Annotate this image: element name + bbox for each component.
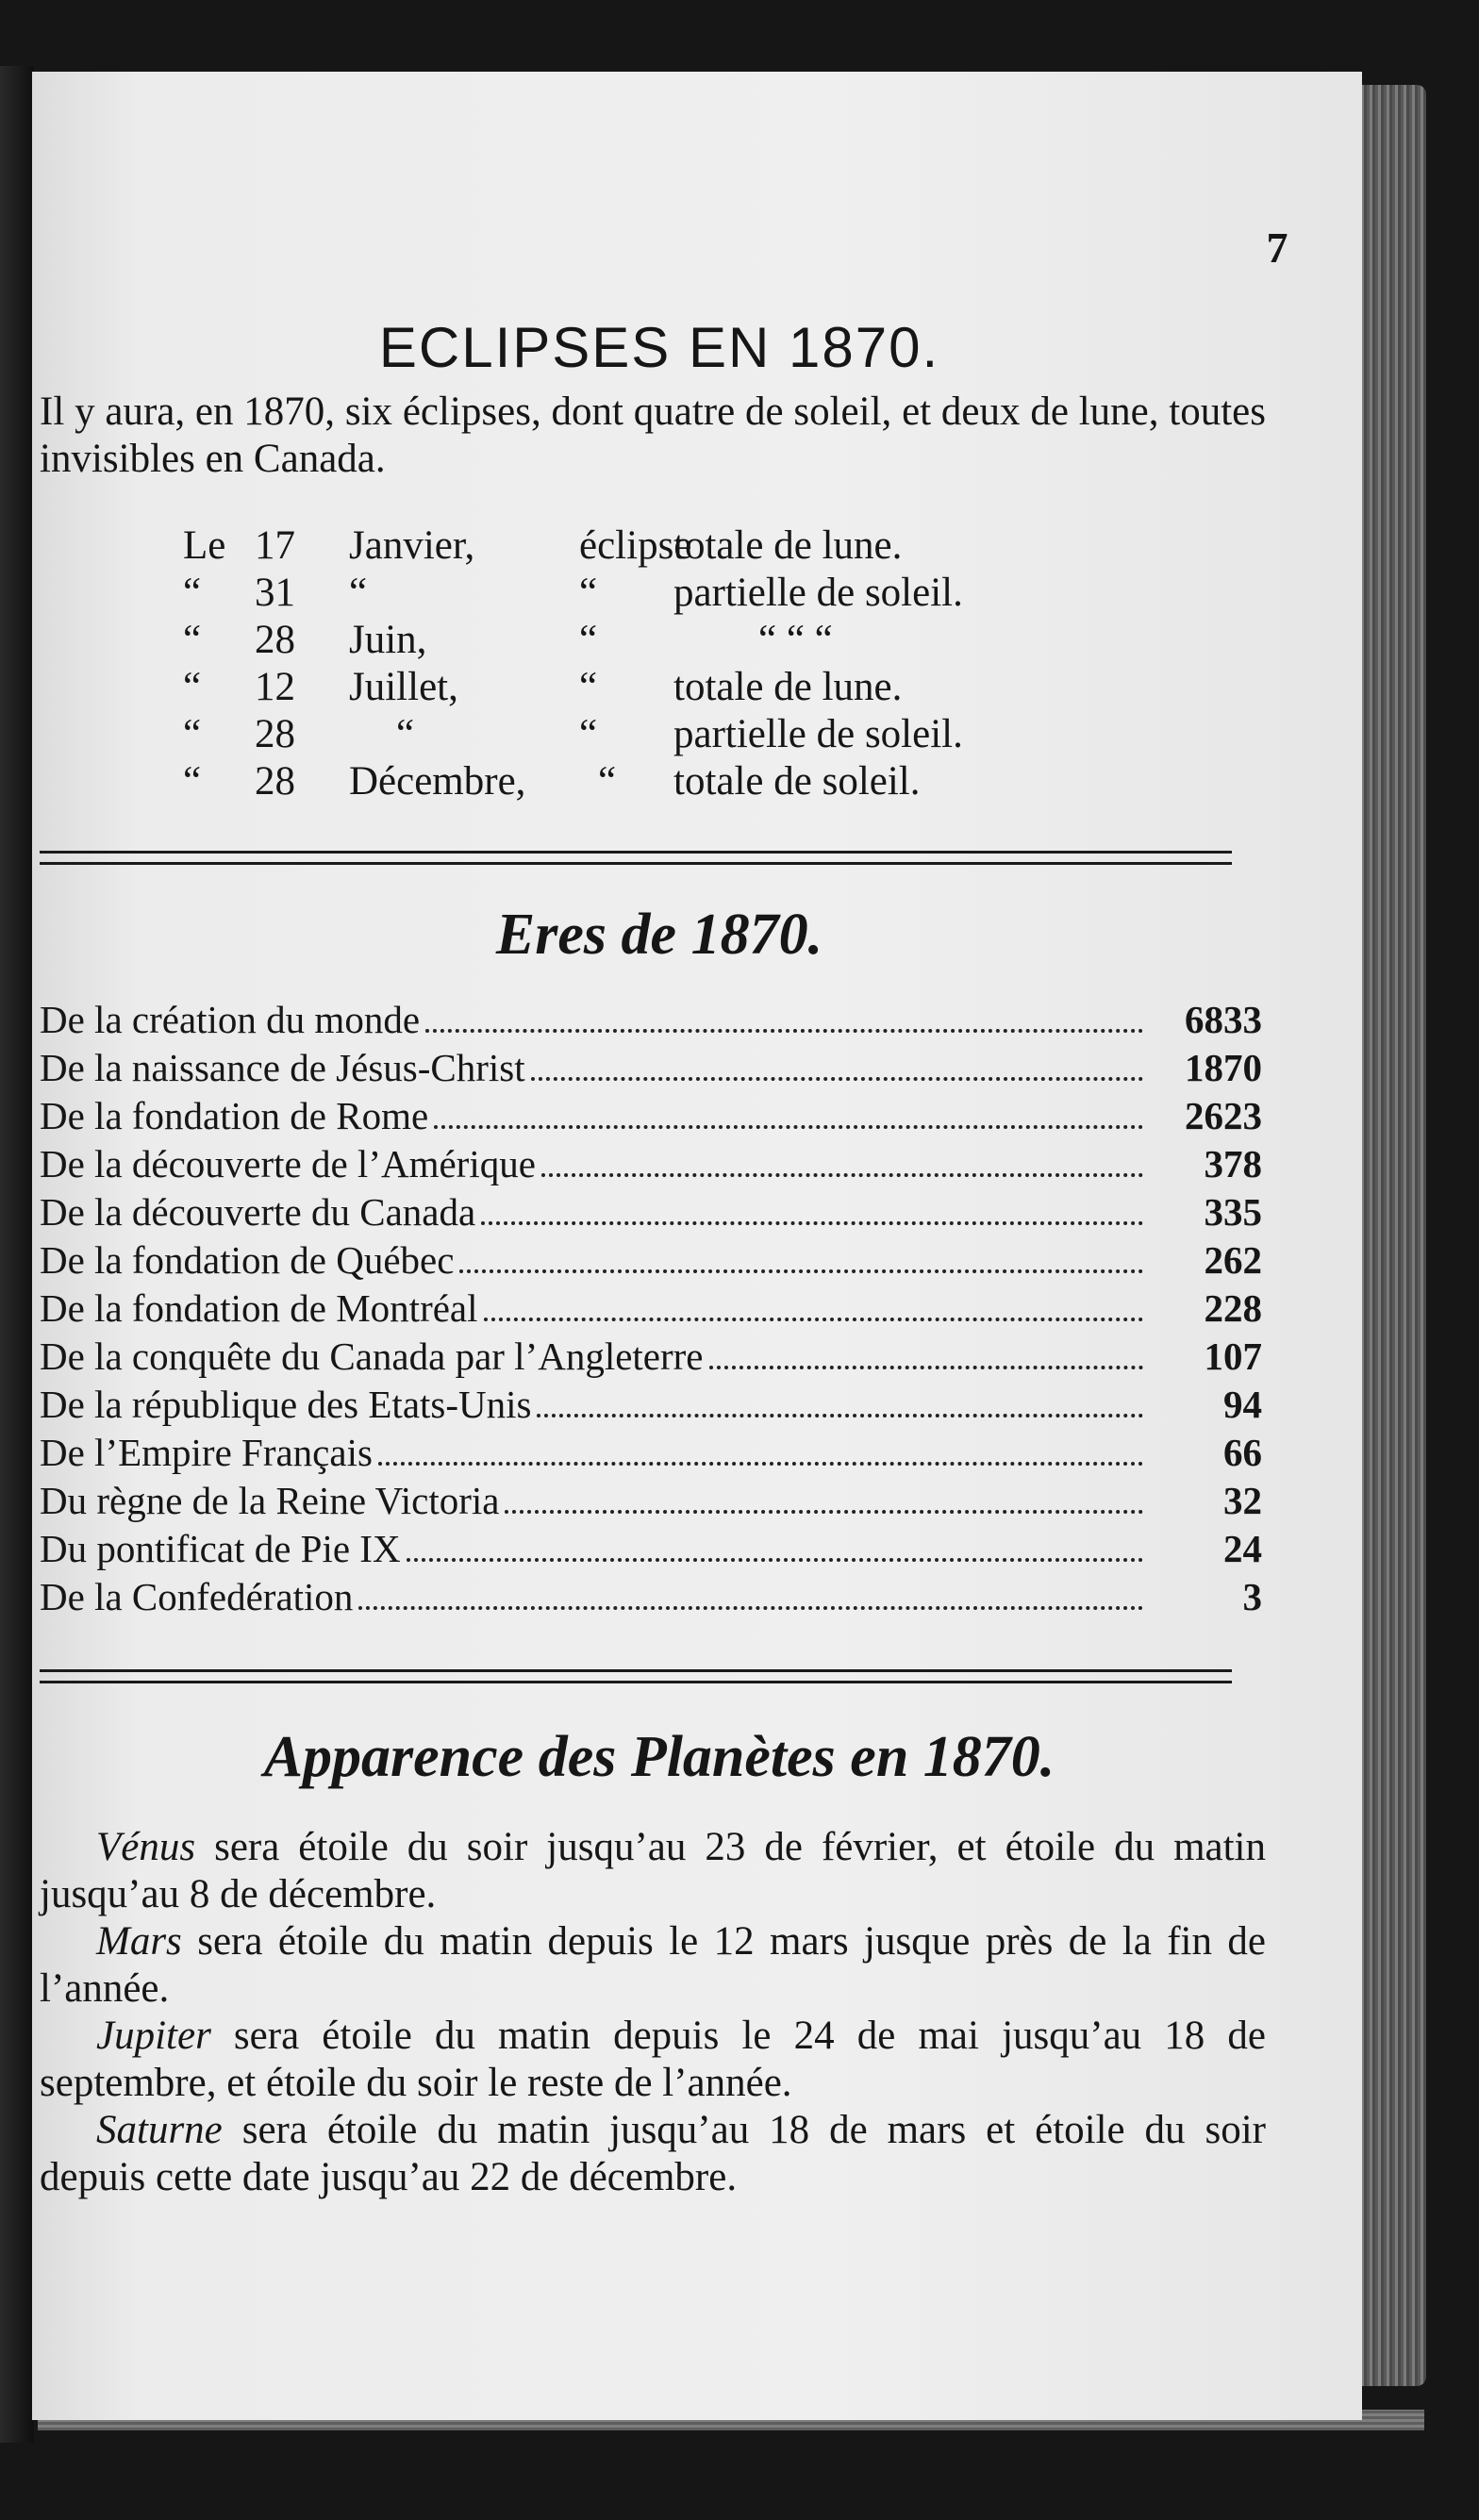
- planet-paragraph-venus: Vénus sera étoile du soir jusqu’au 23 de février, et étoile du matin jusqu’au 8 de décembre.: [40, 1825, 1266, 1916]
- section-divider: [40, 851, 1232, 865]
- almanac-page: [32, 72, 1362, 2420]
- eclipses-heading: ECLIPSES EN 1870.: [378, 316, 940, 379]
- planet-paragraph-saturne: Saturne sera étoile du matin jusqu’au 18 de mars et étoile du soir depuis cette date jusqu’au 22 de décembre.: [40, 2108, 1266, 2199]
- eclipse-row: “ 28 “ “ partielle de soleil.: [183, 712, 963, 756]
- eclipses-intro: Il y aura, en 1870, six éclipses, dont quatre de soleil, et deux de lune, toutes invisibles en Canada.: [40, 390, 1266, 481]
- list-item: De la république des Etats-Unis 94: [40, 1383, 1262, 1426]
- page-number: 7: [1266, 224, 1288, 272]
- list-item: De la Confedération 3: [40, 1575, 1262, 1618]
- list-item: De la conquête du Canada par l’Angleterre 107: [40, 1335, 1262, 1378]
- list-item: De la fondation de Montréal 228: [40, 1286, 1262, 1330]
- list-item: De la découverte du Canada 335: [40, 1190, 1262, 1234]
- list-item: De la découverte de l’Amérique 378: [40, 1142, 1262, 1185]
- eclipse-row: “ 28 Décembre, “ totale de soleil.: [183, 759, 921, 804]
- list-item: De la fondation de Rome 2623: [40, 1094, 1262, 1137]
- eras-title: Eres de 1870.: [495, 903, 823, 967]
- section-divider: [40, 1669, 1232, 1683]
- planets-title: Apparence des Planètes en 1870.: [263, 1725, 1055, 1789]
- list-item: De l’Empire Français 66: [40, 1431, 1262, 1474]
- list-item: Du pontificat de Pie IX 24: [40, 1527, 1262, 1570]
- list-item: De la naissance de Jésus-Christ 1870: [40, 1046, 1262, 1089]
- page-edges-right: [1358, 85, 1426, 2386]
- eclipse-row: Le 17 Janvier, éclipse totale de lune.: [183, 523, 903, 568]
- planet-paragraph-mars: Mars sera étoile du matin depuis le 12 mars jusque près de la fin de l’année.: [40, 1919, 1266, 2011]
- list-item: De la fondation de Québec 262: [40, 1238, 1262, 1282]
- eclipse-row: “ 31 “ “ partielle de soleil.: [183, 571, 963, 615]
- list-item: De la création du monde 6833: [40, 998, 1262, 1041]
- list-item: Du règne de la Reine Victoria 32: [40, 1479, 1262, 1522]
- eclipse-row: “ 12 Juillet, “ totale de lune.: [183, 665, 903, 709]
- planet-paragraph-jupiter: Jupiter sera étoile du matin depuis le 24 de mai jusqu’au 18 de septembre, et étoile du soir le reste de l’année.: [40, 2014, 1266, 2105]
- book-spine-shadow: [0, 66, 34, 2443]
- eclipse-row: “ 28 Juin, “ “ “ “: [183, 618, 833, 662]
